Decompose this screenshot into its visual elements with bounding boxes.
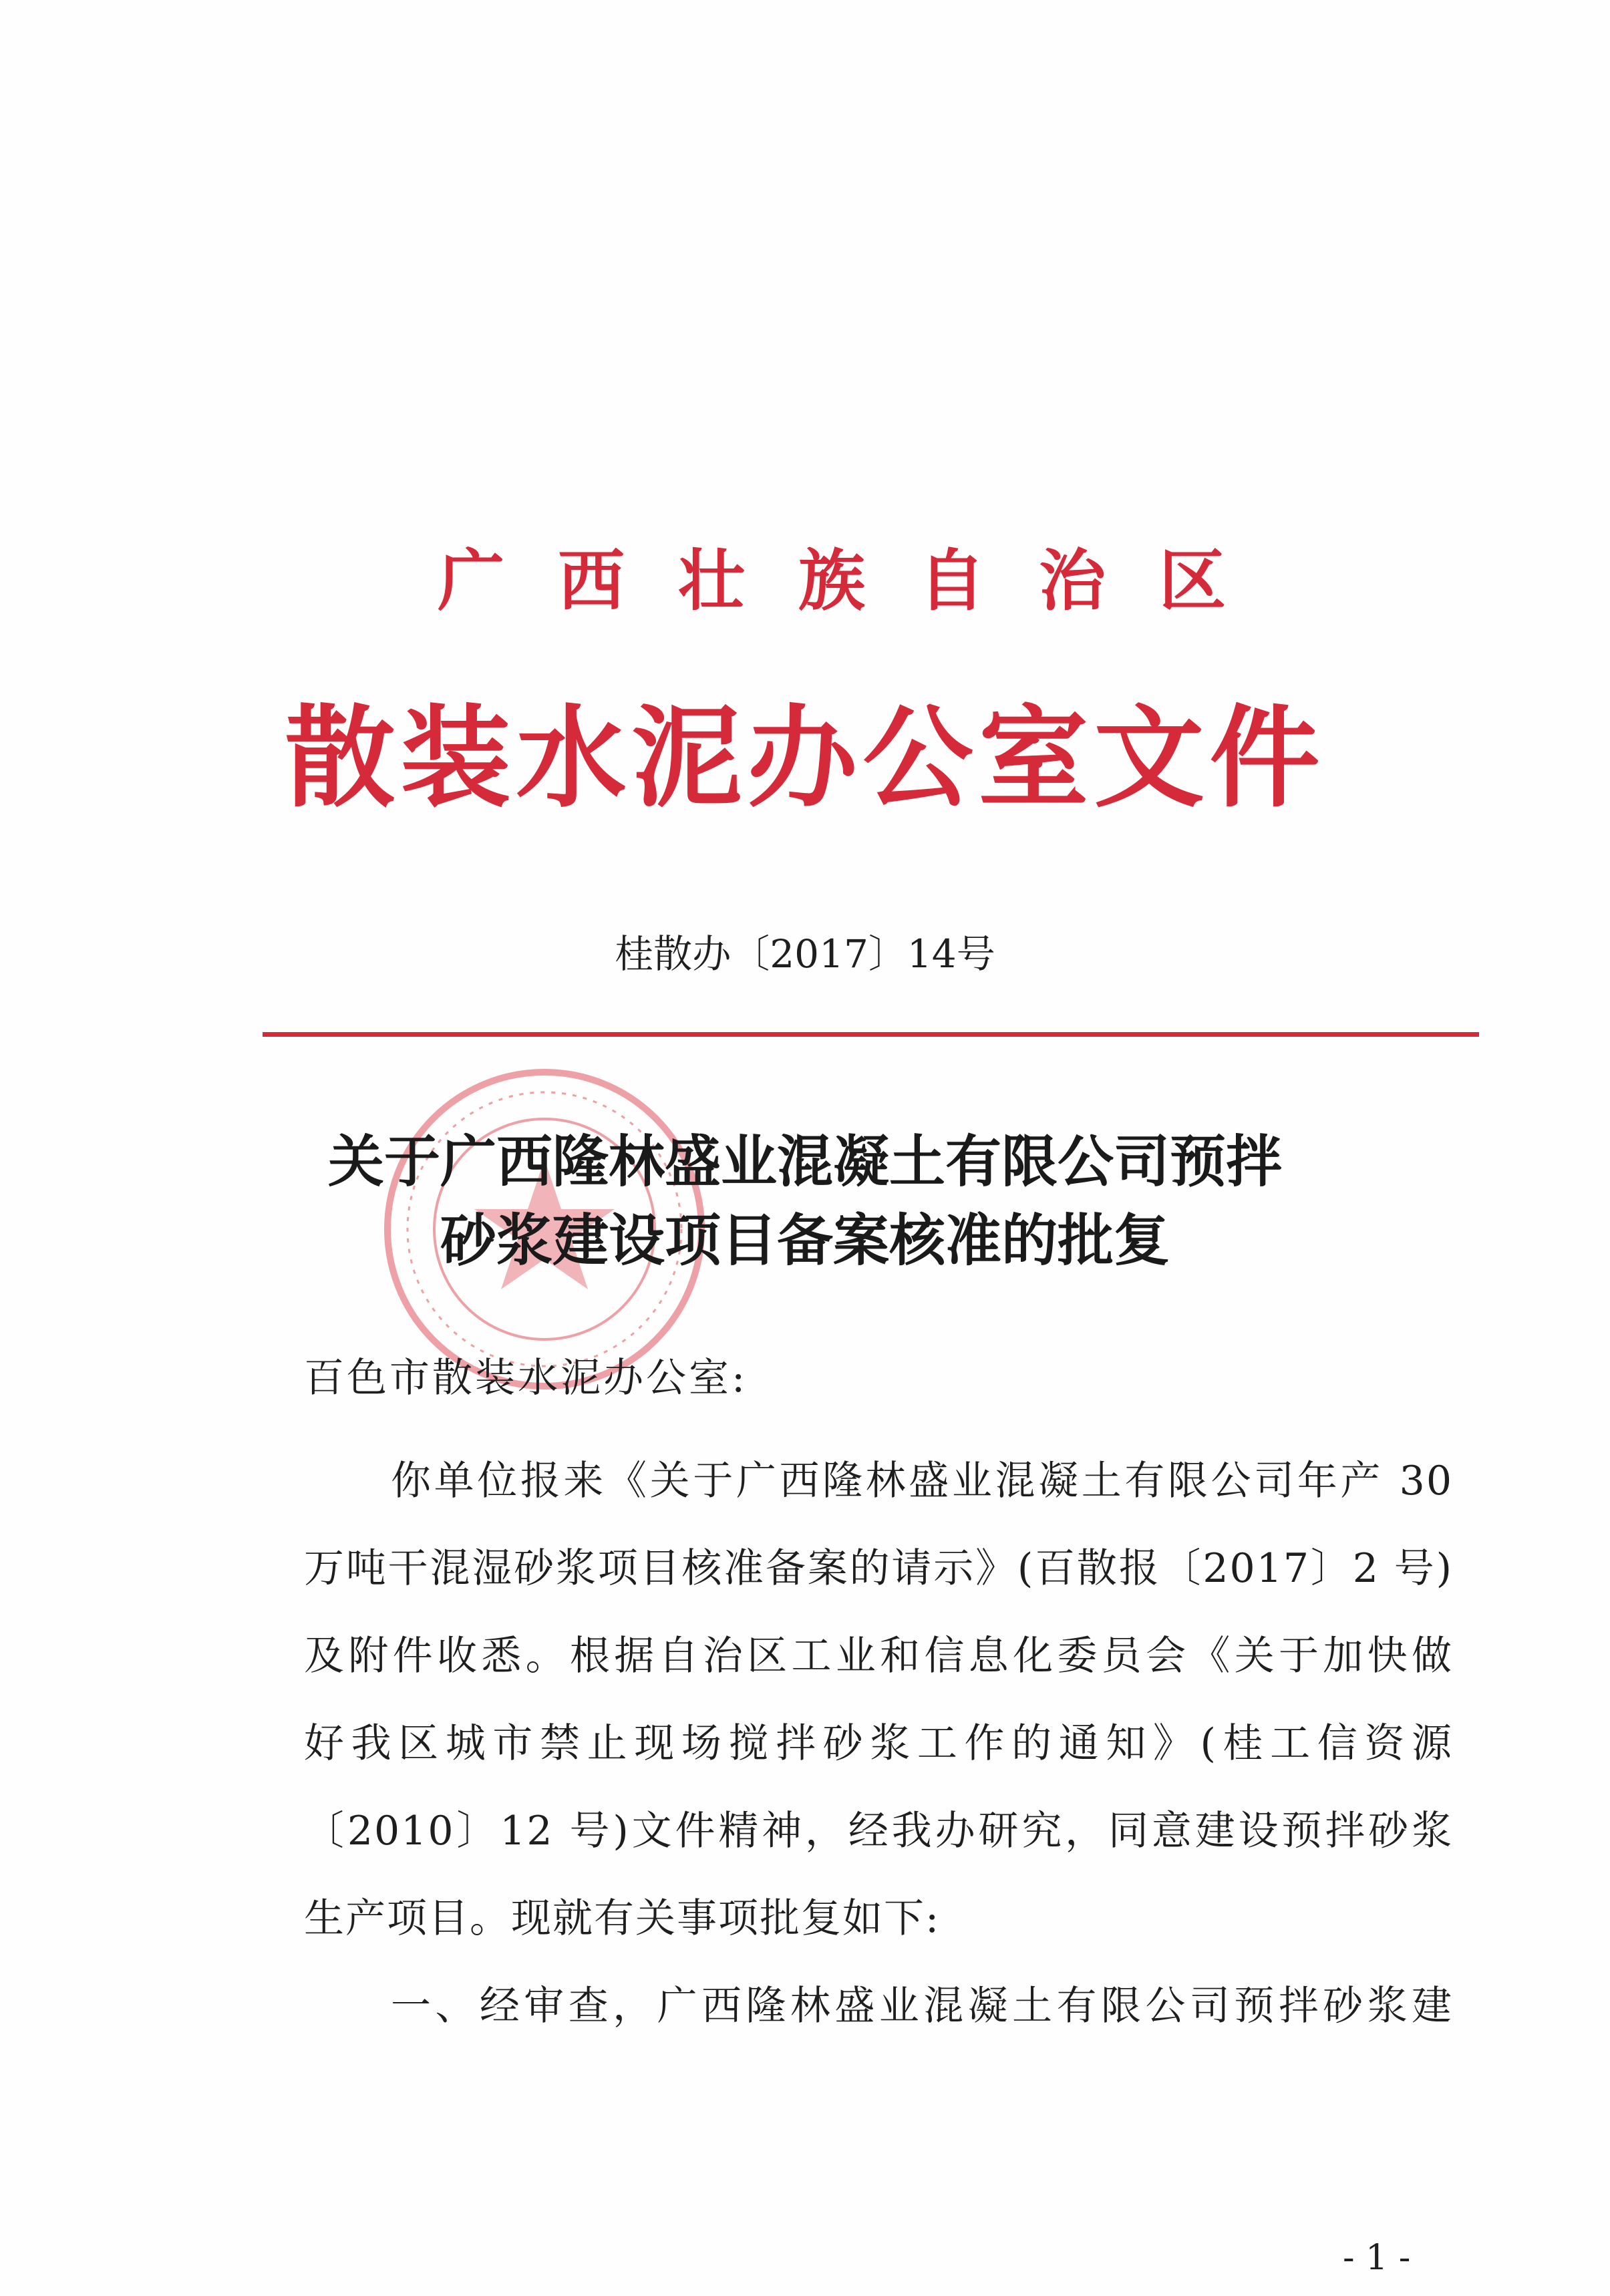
body-line: 一、经审查，广西隆林盛业混凝土有限公司预拌砂浆建	[391, 1983, 1453, 2029]
issuer-region-heading: 广西壮族自治区	[438, 542, 1279, 620]
body-line: 生产项目。现就有关事项批复如下:	[304, 1895, 941, 1942]
document-number: 桂散办〔2017〕14号	[615, 931, 995, 977]
issuer-office-heading: 散装水泥办公室文件	[285, 694, 1325, 822]
body-line: 〔2010〕12 号)文件精神，经我办研究，同意建设预拌砂浆	[304, 1808, 1453, 1854]
body-line: 你单位报来《关于广西隆林盛业混凝土有限公司年产 30	[391, 1458, 1453, 1504]
body-line: 好我区城市禁止现场搅拌砂浆工作的通知》(桂工信资源	[304, 1720, 1453, 1767]
red-divider-line	[263, 1032, 1479, 1037]
body-line: 及附件收悉。根据自治区工业和信息化委员会《关于加快做	[304, 1633, 1453, 1679]
title-line-1: 关于广西隆林盛业混凝土有限公司预拌	[327, 1129, 1282, 1194]
page-number: - 1 -	[1343, 2238, 1411, 2278]
body-paragraphs	[304, 1438, 1453, 2050]
title-line-2: 砂浆建设项目备案核准的批复	[440, 1208, 1170, 1273]
document-title	[0, 1122, 1610, 1280]
addressee: 百色市散装水泥办公室:	[304, 1355, 748, 1402]
body-line: 万吨干混湿砂浆项目核准备案的请示》(百散报〔2017〕2 号)	[304, 1545, 1453, 1592]
